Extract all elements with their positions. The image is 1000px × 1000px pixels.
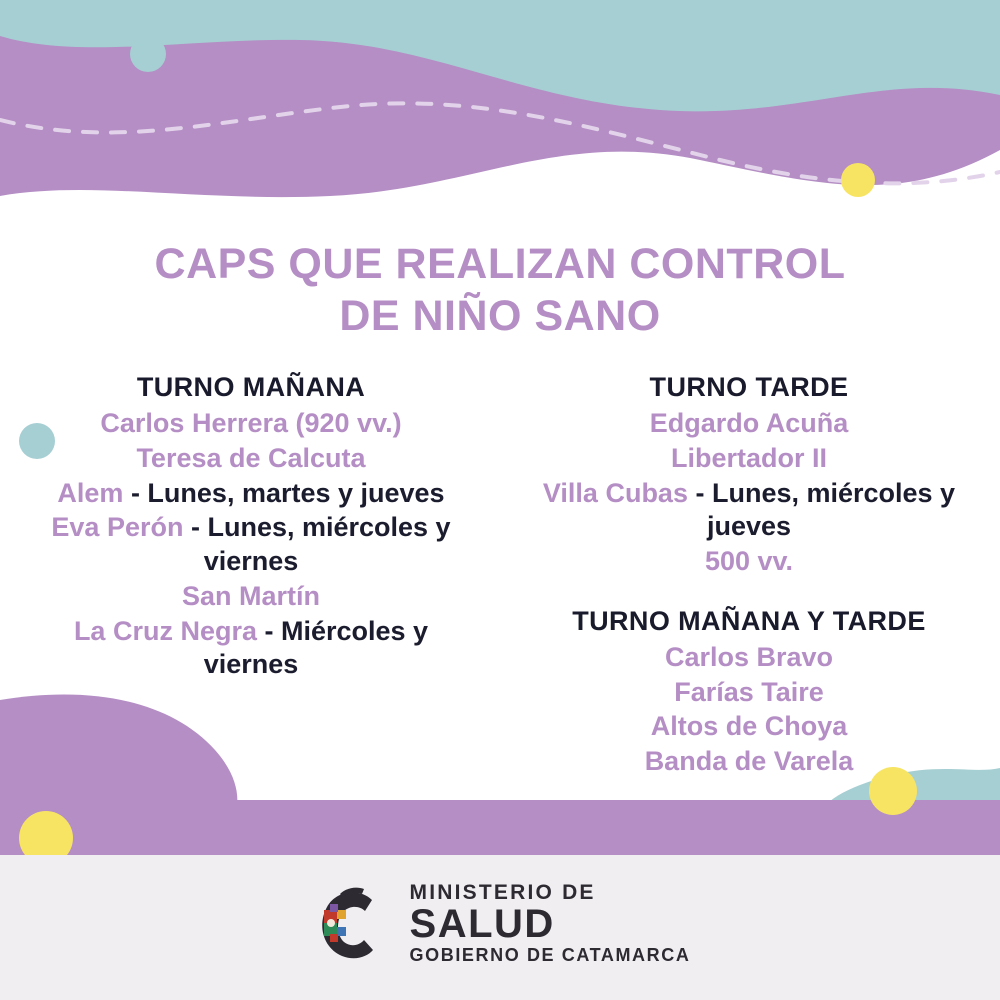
list-item <box>524 676 974 710</box>
shift-heading-afternoon: TURNO TARDE <box>649 372 849 402</box>
list-item <box>524 407 974 441</box>
list-item <box>26 615 476 683</box>
footer-logo <box>0 880 1000 966</box>
caps-name: 500 vv. <box>704 546 794 576</box>
caps-name: Edgardo Acuña <box>649 408 849 438</box>
list-item <box>524 477 974 545</box>
caps-days: - Lunes, martes y jueves <box>123 477 445 508</box>
caps-name: Eva Perón <box>51 512 184 543</box>
caps-days: - Lunes, miércoles y jueves <box>687 477 956 542</box>
list-item <box>26 407 476 441</box>
list-item <box>524 545 974 579</box>
caps-name: Farías Taire <box>674 676 824 707</box>
caps-name: Carlos Bravo <box>664 641 834 672</box>
content-columns <box>0 372 1000 780</box>
catamarca-c-logo-icon <box>310 880 396 966</box>
caps-name: Villa Cubas <box>542 477 688 508</box>
list-item <box>524 710 974 744</box>
caps-name: Teresa de Calcuta <box>136 442 366 473</box>
shift-heading-morning-and-afternoon: TURNO MAÑANA Y TARDE <box>572 605 926 636</box>
top-decoration <box>0 0 1000 210</box>
caps-name: Libertador II <box>670 442 827 473</box>
footer-logo-line-1: MINISTERIO DE <box>409 881 596 904</box>
page-title <box>0 238 1000 343</box>
caps-name: Banda de Varela <box>644 746 854 776</box>
list-item <box>26 442 476 476</box>
list-item <box>26 511 476 579</box>
list-item <box>26 477 476 511</box>
shift-heading-morning: TURNO MAÑANA <box>136 372 366 402</box>
footer-logo-line-3: GOBIERNO DE CATAMARCA <box>409 945 691 965</box>
caps-name: La Cruz Negra <box>73 615 257 646</box>
caps-name: Alem <box>57 477 124 508</box>
caps-days: - Miércoles y viernes <box>203 615 429 680</box>
column-afternoon <box>514 372 974 780</box>
caps-days: - Lunes, miércoles y viernes <box>183 512 451 576</box>
list-item <box>524 641 974 675</box>
list-item <box>524 442 974 476</box>
caps-name: Carlos Herrera (920 vv.) <box>100 408 402 438</box>
footer-logo-text <box>410 882 691 964</box>
column-morning <box>26 372 486 780</box>
caps-name: Altos de Choya <box>650 711 848 742</box>
caps-name: San Martín <box>181 580 321 611</box>
list-item <box>524 745 974 779</box>
top-decoration-svg <box>0 0 1000 210</box>
page-title-line-2: DE NIÑO SANO <box>339 292 661 341</box>
list-item <box>26 580 476 614</box>
footer-logo-line-2: SALUD <box>409 902 555 946</box>
page-title-line-1: CAPS QUE REALIZAN CONTROL <box>154 240 846 288</box>
